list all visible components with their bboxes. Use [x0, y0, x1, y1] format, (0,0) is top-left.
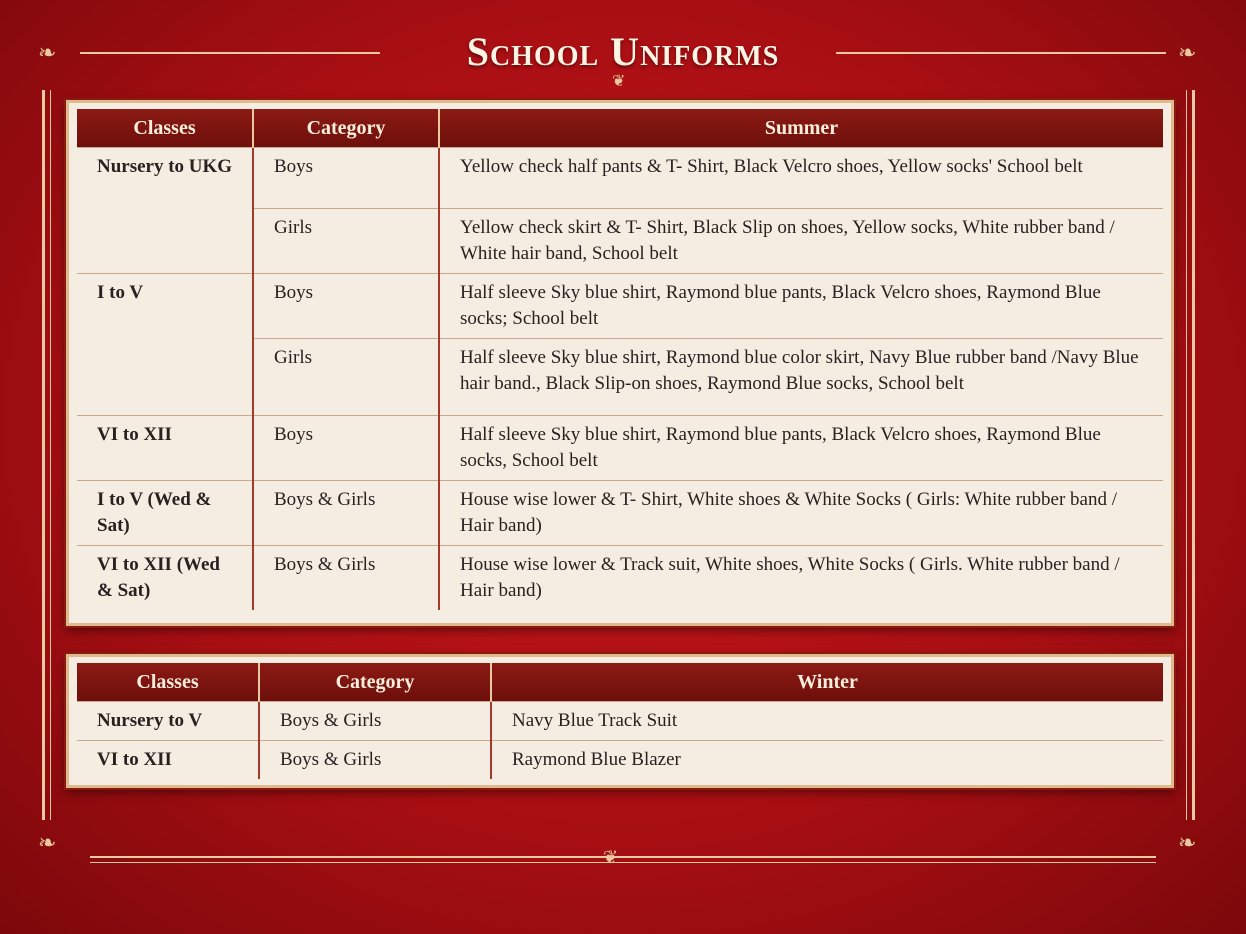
- uniform-cell: Navy Blue Track Suit: [491, 702, 1163, 741]
- frame-bottom-line: [90, 856, 1156, 858]
- frame-left-line-inner: [50, 90, 51, 820]
- frame-left-line: [42, 90, 45, 820]
- category-cell: Boys: [253, 148, 439, 209]
- column-header-summer: Summer: [439, 109, 1163, 148]
- summer-table: [77, 109, 1163, 610]
- table-row: [77, 148, 1163, 209]
- frame-right-line: [1192, 90, 1195, 820]
- column-header-category: Category: [253, 109, 439, 148]
- classes-cell: I to V: [77, 274, 253, 339]
- uniform-cell: House wise lower & Track suit, White shoes, White Socks ( Girls. White rubber band / Hair band): [439, 545, 1163, 610]
- category-cell: Boys & Girls: [253, 545, 439, 610]
- category-cell: Boys & Girls: [259, 702, 491, 741]
- uniform-cell: Half sleeve Sky blue shirt, Raymond blue pants, Black Velcro shoes, Raymond Blue socks; School belt: [439, 274, 1163, 339]
- uniform-cell: House wise lower & T- Shirt, White shoes & White Socks ( Girls: White rubber band / Hair band): [439, 480, 1163, 545]
- category-cell: Boys: [253, 274, 439, 339]
- table-row: [77, 339, 1163, 416]
- table-header-row: [77, 109, 1163, 148]
- classes-cell: VI to XII: [77, 741, 259, 780]
- category-cell: Girls: [253, 339, 439, 416]
- category-cell: Boys & Girls: [259, 741, 491, 780]
- frame-right-line-inner: [1186, 90, 1187, 820]
- classes-cell: I to V (Wed & Sat): [77, 480, 253, 545]
- column-header-category: Category: [259, 663, 491, 702]
- table-row: [77, 545, 1163, 610]
- classes-cell: [77, 209, 253, 274]
- table-header-row: [77, 663, 1163, 702]
- page-title: School Uniforms: [466, 29, 780, 74]
- classes-cell: [77, 339, 253, 416]
- table-row: [77, 415, 1163, 480]
- column-header-winter: Winter: [491, 663, 1163, 702]
- flourish-icon: ❦: [612, 73, 626, 90]
- uniform-cell: Yellow check skirt & T- Shirt, Black Slip on shoes, Yellow socks, White rubber band / White hair band, School belt: [439, 209, 1163, 274]
- corner-scroll-icon: ❧: [38, 40, 57, 65]
- flourish-icon: ❦: [603, 847, 619, 867]
- table-row: [77, 274, 1163, 339]
- category-cell: Girls: [253, 209, 439, 274]
- column-header-classes: Classes: [77, 663, 259, 702]
- corner-scroll-icon: ❧: [1178, 830, 1197, 855]
- uniform-cell: Yellow check half pants & T- Shirt, Black Velcro shoes, Yellow socks' School belt: [439, 148, 1163, 209]
- uniform-cell: Half sleeve Sky blue shirt, Raymond blue color skirt, Navy Blue rubber band /Navy Blue hair band., Black Slip-on shoes, Raymond Blue socks, School belt: [439, 339, 1163, 416]
- table-row: [77, 702, 1163, 741]
- uniform-cell: Raymond Blue Blazer: [491, 741, 1163, 780]
- winter-panel: [66, 654, 1174, 788]
- classes-cell: Nursery to V: [77, 702, 259, 741]
- category-cell: Boys & Girls: [253, 480, 439, 545]
- classes-cell: Nursery to UKG: [77, 148, 253, 209]
- uniform-cell: Half sleeve Sky blue shirt, Raymond blue pants, Black Velcro shoes, Raymond Blue socks, School belt: [439, 415, 1163, 480]
- classes-cell: VI to XII (Wed & Sat): [77, 545, 253, 610]
- frame-bottom-line-inner: [90, 862, 1156, 863]
- corner-scroll-icon: ❧: [1178, 40, 1197, 65]
- summer-panel: [66, 100, 1174, 626]
- table-row: [77, 741, 1163, 780]
- classes-cell: VI to XII: [77, 415, 253, 480]
- winter-table: [77, 663, 1163, 779]
- corner-scroll-icon: ❧: [38, 830, 57, 855]
- column-header-classes: Classes: [77, 109, 253, 148]
- table-row: [77, 480, 1163, 545]
- table-row: [77, 209, 1163, 274]
- category-cell: Boys: [253, 415, 439, 480]
